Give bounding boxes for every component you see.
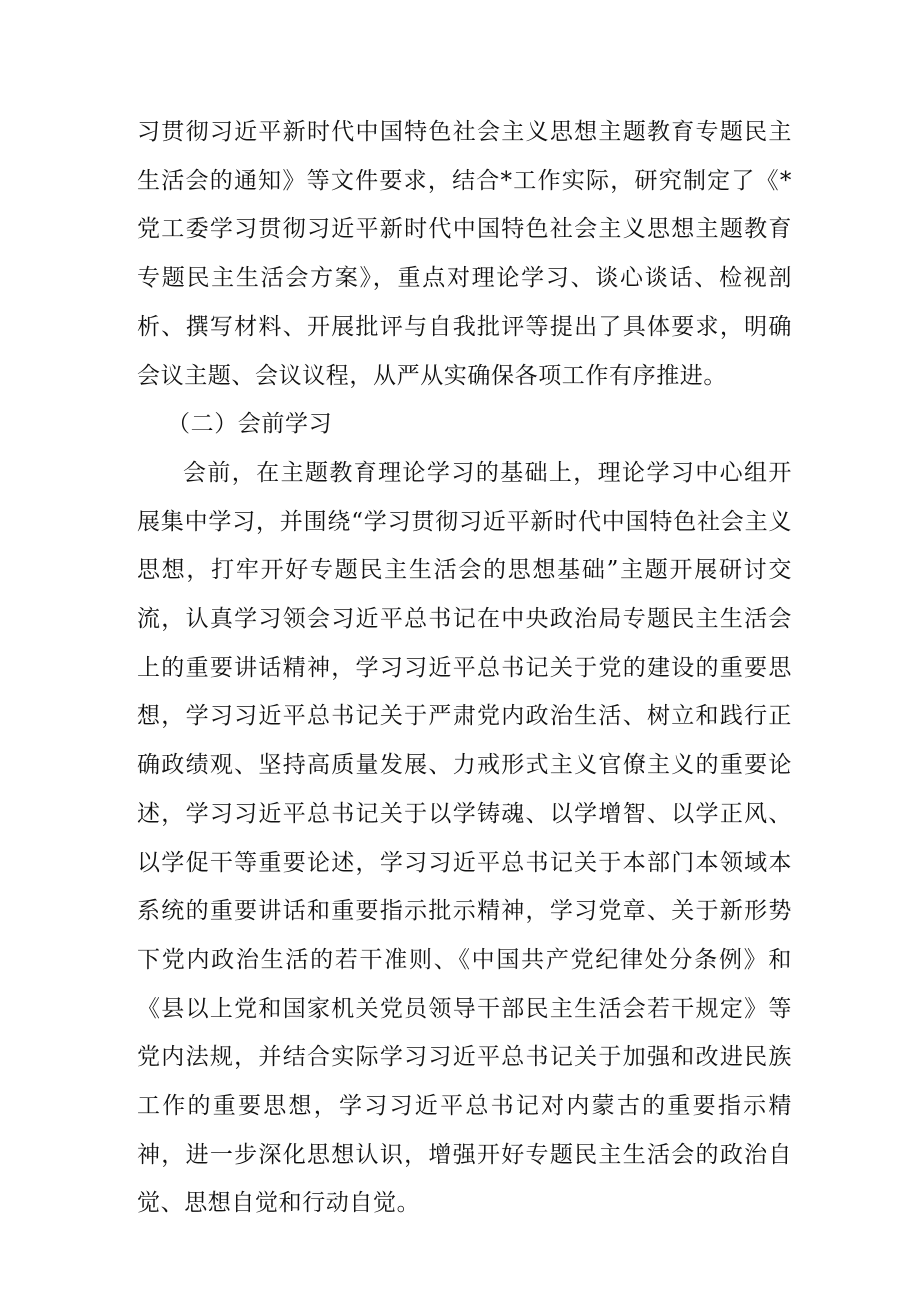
section-heading: （二）会前学习	[167, 411, 333, 438]
document-body	[137, 108, 792, 1228]
continued-paragraph: 习贯彻习近平新时代中国特色社会主义思想主题教育专题民主生活会的通知》等文件要求，结合*工作实际，研究制定了《*党工委学习贯彻习近平新时代中国特色社会主义思想主题教育专题民主生活会方案》，重点对理论学习、谈心谈话、检视剖析、撰写材料、开展批评与自我批评等提出了具体要求，明确会议主题、会议议程，从严从实确保各项工作有序推进。	[137, 119, 792, 389]
body-paragraph: 会前，在主题教育理论学习的基础上，理论学习中心组开展集中学习，并围绕“学习贯彻习近平新时代中国特色社会主义思想，打牢开好专题民主生活会的思想基础”主题开展研讨交流，认真学习领会习近平总书记在中央政治局专题民主生活会上的重要讲话精神，学习习近平总书记关于党的建设的重要思想，学习习近平总书记关于严肃党内政治生活、树立和践行正确政绩观、坚持高质量发展、力戒形式主义官僚主义的重要论述，学习习近平总书记关于以学铸魂、以学增智、以学正风、以学促干等重要论述，学习习近平总书记关于本部门本领域本系统的重要讲话和重要指示批示精神，学习党章、关于新形势下党内政治生活的若干准则、《中国共产党纪律处分条例》和《县以上党和国家机关党员领导干部民主生活会若干规定》等党内法规，并结合实际学习习近平总书记关于加强和改进民族工作的重要思想，学习习近平总书记对内蒙古的重要指示精神，进一步深化思想认识，增强开好专题民主生活会的政治自觉、思想自觉和行动自觉。	[137, 459, 792, 1217]
